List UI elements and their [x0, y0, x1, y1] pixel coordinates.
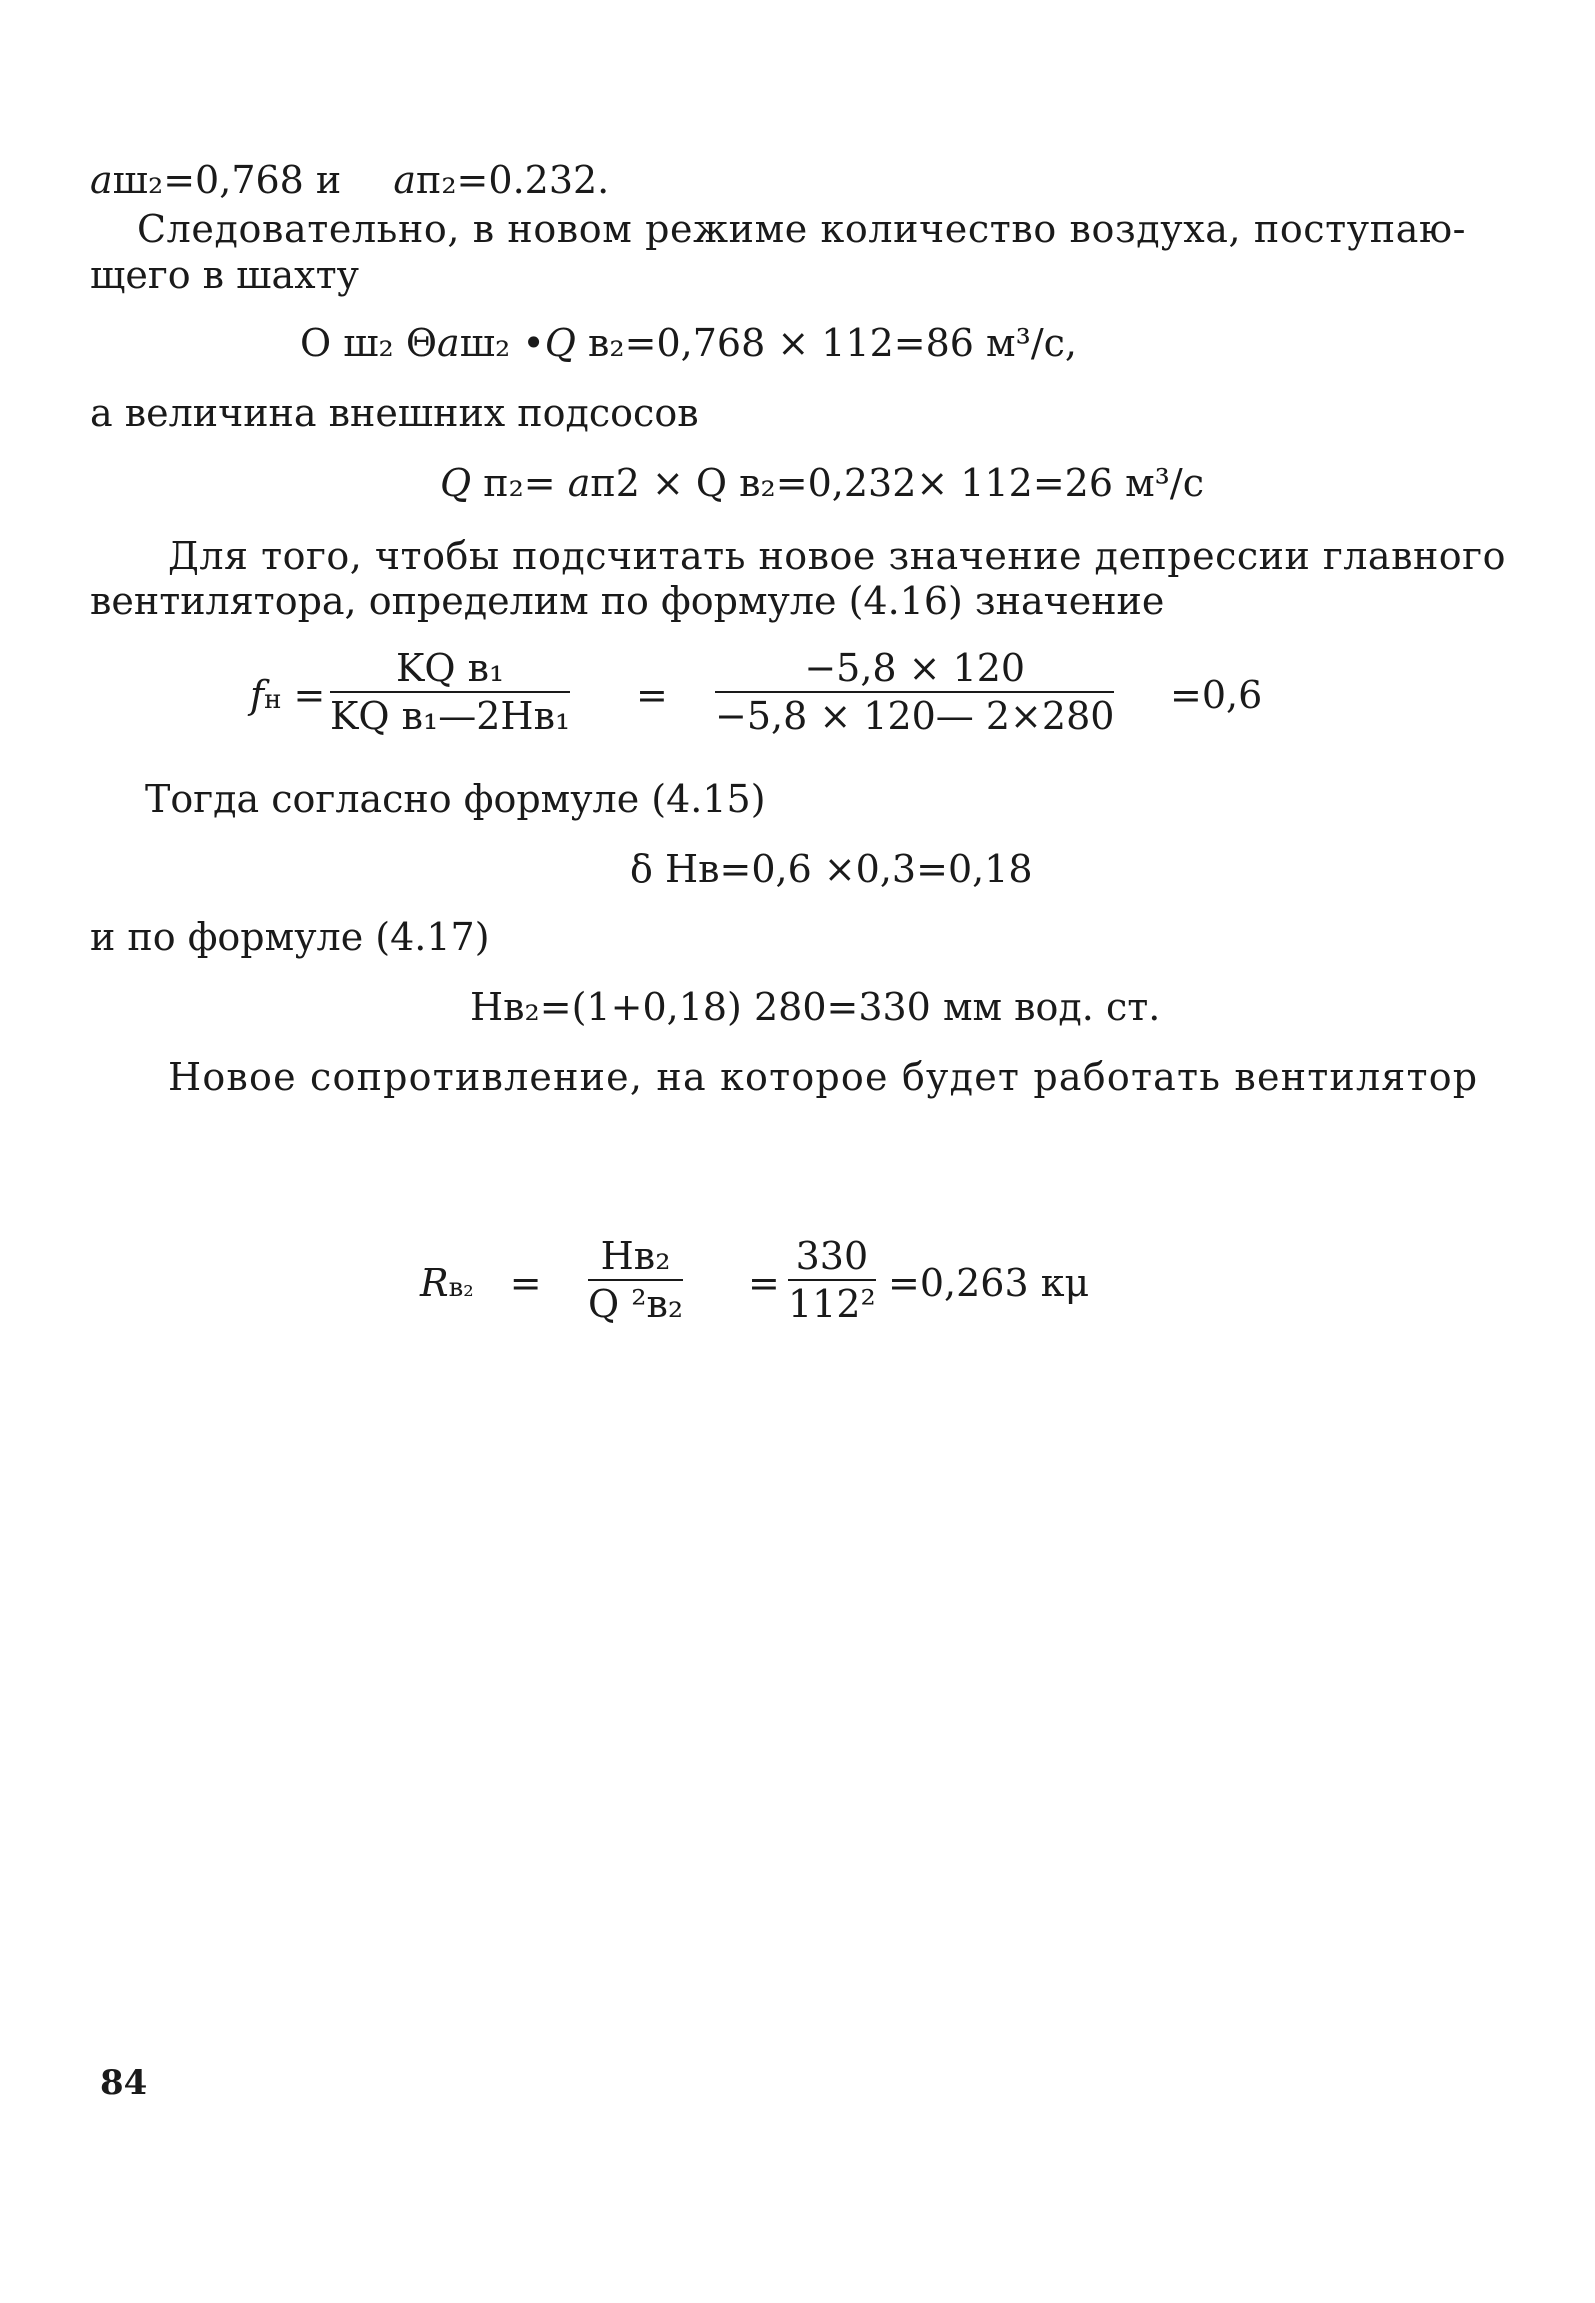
- denominator: Q ²в₂: [588, 1282, 684, 1326]
- formula-fh-lhs: [250, 672, 325, 723]
- equals-sign: =: [509, 1261, 542, 1305]
- paragraph-line: и по формуле (4.17): [90, 915, 490, 959]
- denominator: 112²: [788, 1282, 876, 1326]
- paragraph-line: вентилятора, определим по формуле (4.16) значение: [90, 579, 1165, 623]
- equals-sign: =: [293, 673, 326, 717]
- subscript: н: [264, 685, 282, 715]
- formula-result: =0,263 кμ: [888, 1261, 1090, 1305]
- formula-part: a: [567, 461, 591, 505]
- formula-airflow: [300, 320, 1077, 366]
- formula-part: п₂=: [483, 461, 568, 505]
- paragraph-line: щего в шахту: [90, 253, 359, 297]
- paragraph-line: Новое сопротивление, на которое будет работать вентилятор: [168, 1055, 1479, 1099]
- fraction-fh-symbolic: [330, 645, 570, 739]
- formula-part: a: [437, 321, 460, 365]
- formula-result: =0,6: [1170, 673, 1263, 717]
- numerator: KQ в₁: [395, 646, 505, 690]
- numerator: −5,8 × 120: [804, 646, 1026, 690]
- denominator: KQ в₁—2Hв₁: [330, 694, 571, 738]
- fraction-resistance-numeric: [788, 1233, 876, 1327]
- paragraph-line: а величина внешних подсосов: [90, 391, 699, 435]
- symbol-a: a: [90, 158, 113, 202]
- formula-part: п2 × Q в₂=0,232× 112=26 м³/с: [590, 461, 1204, 505]
- formula-part: в₂=0,768 × 112=86 м³/с,: [588, 321, 1078, 365]
- formula-part: О ш₂ Θ: [300, 321, 438, 365]
- numerator: Hв₂: [600, 1234, 671, 1278]
- line-shares: [90, 157, 609, 203]
- equals-sign: =: [748, 1261, 780, 1305]
- formula-delta: δ Hв=0,6 ×0,3=0,18: [630, 847, 1033, 891]
- paragraph-line: Для того, чтобы подсчитать новое значение депрессии главного: [168, 534, 1506, 578]
- formula-resistance-lhs: [420, 1260, 542, 1311]
- denominator: −5,8 × 120— 2×280: [715, 694, 1115, 738]
- formula-part: Q: [440, 461, 472, 505]
- fraction-resistance-symbolic: [588, 1233, 683, 1327]
- numerator: 330: [795, 1234, 869, 1278]
- share-mine-value: ш₂=0,768 и: [112, 158, 342, 202]
- formula-leakage: [440, 460, 1204, 506]
- symbol-r: R: [420, 1261, 449, 1305]
- subscript: в₂: [448, 1273, 474, 1303]
- formula-part: ш₂ •: [459, 321, 545, 365]
- fraction-fh-numeric: [715, 645, 1114, 739]
- page-number: 84: [100, 2063, 148, 2103]
- paragraph-line: Следовательно, в новом режиме количество воздуха, поступаю-: [137, 207, 1467, 251]
- formula-depression: Hв₂=(1+0,18) 280=330 мм вод. ст.: [470, 985, 1161, 1029]
- formula-part: Q: [544, 321, 576, 365]
- symbol-f: f: [250, 673, 265, 717]
- paragraph-line: Тогда согласно формуле (4.15): [145, 777, 766, 821]
- equals-sign: =: [636, 673, 668, 717]
- share-leak-value: п₂=0.232.: [416, 158, 610, 202]
- symbol-a: a: [393, 158, 416, 202]
